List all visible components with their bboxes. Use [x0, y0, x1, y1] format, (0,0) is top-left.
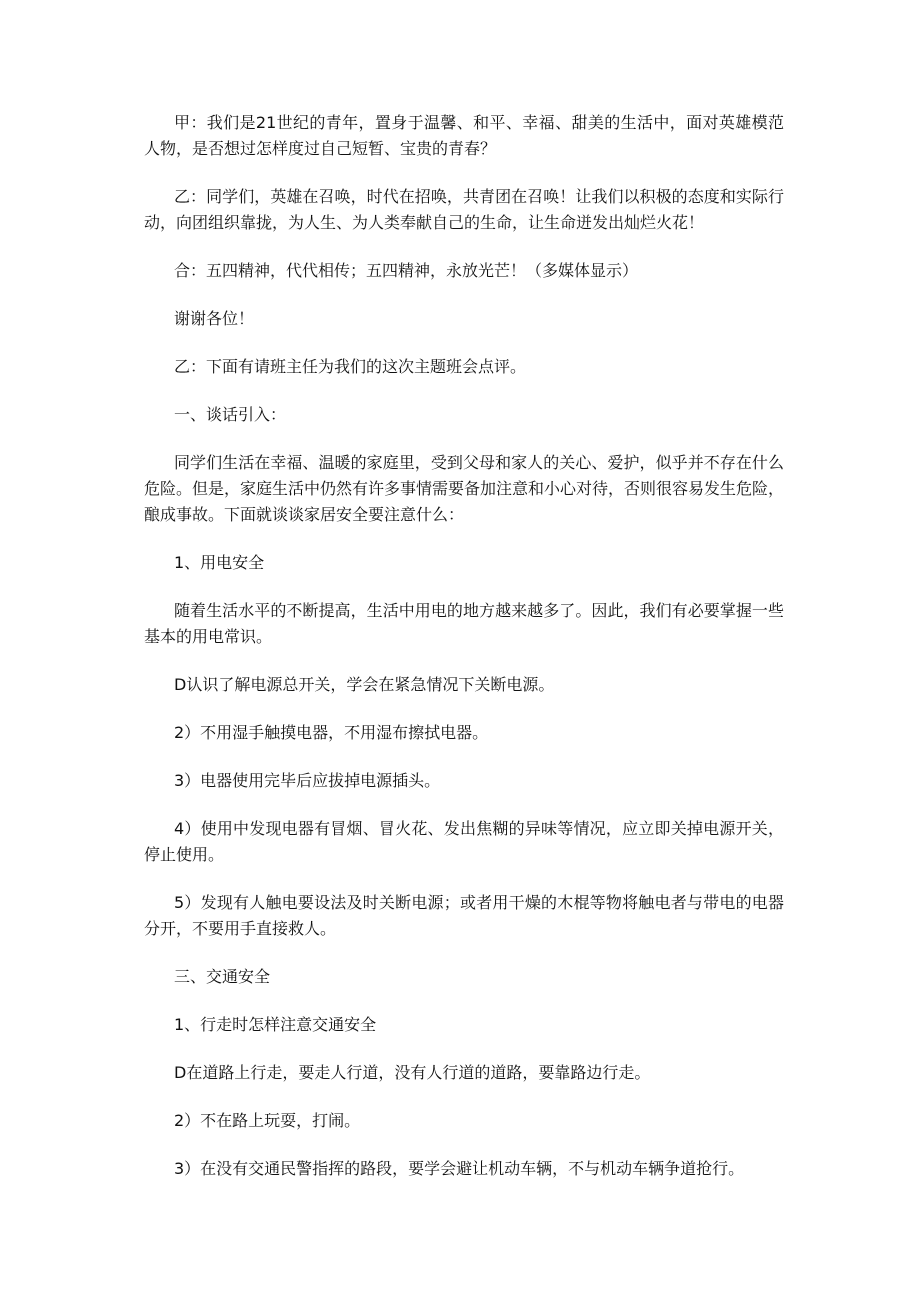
electric-intro-paragraph: 随着生活水平的不断提高，生活中用电的地方越来越多了。因此，我们有必要掌握一些基本的用电常识。: [144, 601, 784, 646]
dialogue-he: 合：五四精神，代代相传；五四精神，永放光芒！（多媒体显示）: [174, 261, 639, 280]
dialogue-jia: 甲：我们是21世纪的青年，置身于温馨、和平、幸福、甜美的生活中，面对英雄模范人物，是否想过怎样度过自己短暂、宝贵的青春？: [144, 113, 784, 158]
intro-paragraph: 同学们生活在幸福、温暖的家庭里，受到父母和家人的关心、爱护，似乎并不存在什么危险。但是，家庭生活中仍然有许多事情需要备加注意和小心对待，否则很容易发生危险，酿成事故。下面就谈谈家居安全要注意什么：: [144, 453, 785, 524]
traffic-item-3: 3）在没有交通民警指挥的路段，要学会避让机动车辆，不与机动车辆争道抢行。: [174, 1159, 745, 1178]
dialogue-yi: 乙：同学们，英雄在召唤，时代在招唤，共青团在召唤！让我们以积极的态度和实际行动，向团组织靠拢，为人生、为人类奉献自己的生命，让生命迸发出灿烂火花！: [144, 187, 784, 232]
electric-item-3: 3）电器使用完毕后应拔掉电源插头。: [174, 771, 441, 790]
thanks-line: 谢谢各位！: [174, 309, 255, 328]
document-body: [144, 110, 784, 1204]
traffic-item-1: D在道路上行走，要走人行道，没有人行道的道路，要靠路边行走。: [174, 1063, 651, 1082]
electric-item-2: 2）不用湿手触摸电器，不用湿布擦拭电器。: [174, 723, 489, 742]
subheading-electric-safety: 1、用电安全: [174, 553, 265, 572]
traffic-item-2: 2）不在路上玩耍，打闹。: [174, 1111, 361, 1130]
electric-item-1: D认识了解电源总开关，学会在紧急情况下关断电源。: [174, 675, 555, 694]
subheading-walking-safety: 1、行走时怎样注意交通安全: [174, 1015, 377, 1034]
dialogue-yi-invite: 乙：下面有请班主任为我们的这次主题班会点评。: [174, 357, 527, 376]
section-heading-intro: 一、谈话引入：: [174, 405, 287, 424]
section-heading-traffic: 三、交通安全: [174, 967, 271, 986]
electric-item-4: 4）使用中发现电器有冒烟、冒火花、发出焦糊的异味等情况，应立即关掉电源开关，停止使用。: [144, 819, 784, 864]
electric-item-5: 5）发现有人触电要设法及时关断电源；或者用干燥的木棍等物将触电者与带电的电器分开，不要用手直接救人。: [144, 893, 784, 938]
